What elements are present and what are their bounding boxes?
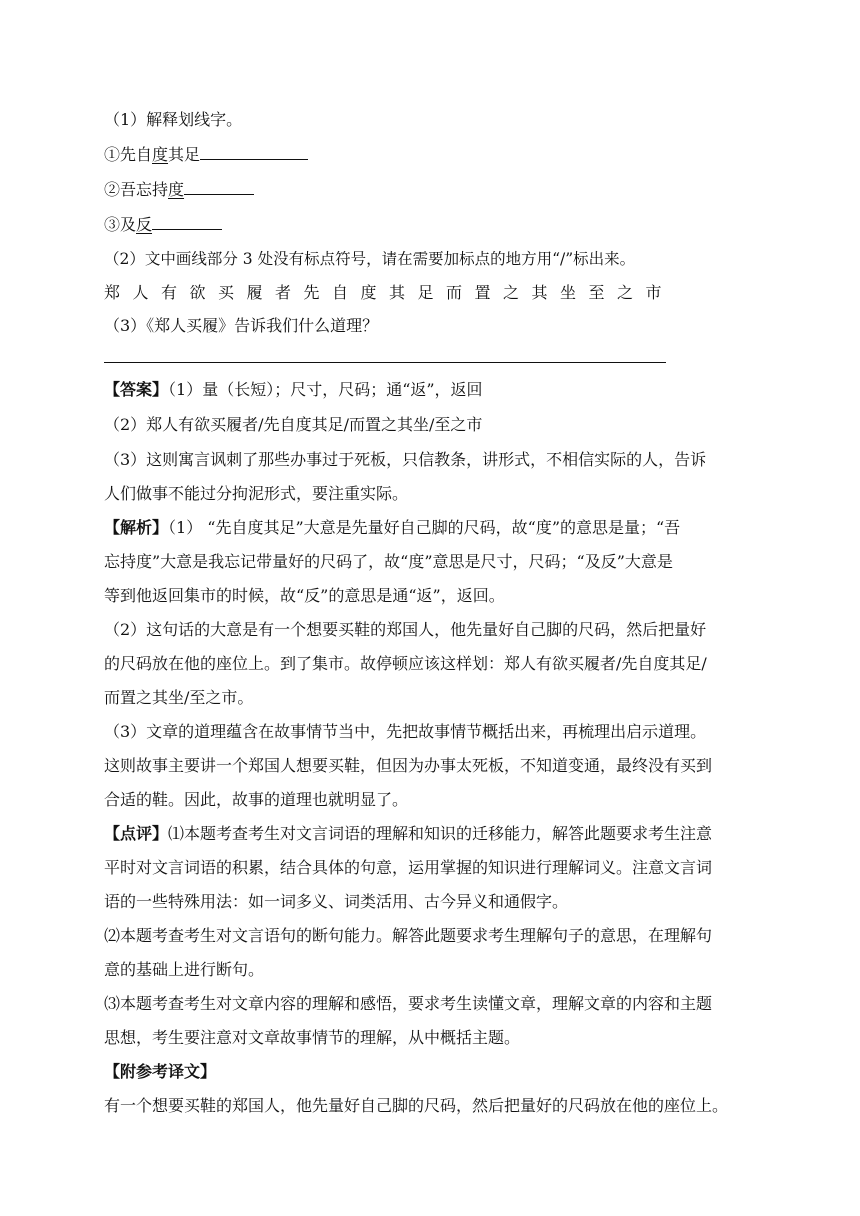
underlined-word: 度	[168, 180, 185, 199]
comment-c1-line2: 平时对文言词语的积累，结合具体的句意，运用掌握的知识进行理解词义。注意文言词	[104, 858, 713, 877]
answer-a2: （2）郑人有欲买履者/先自度其足/而置之其坐/至之市	[104, 415, 483, 434]
comment-c3-line2: 思想，考生要注意对文章故事情节的理解，从中概括主题。	[104, 1028, 521, 1047]
question-3-title: （3）《郑人买履》告诉我们什么道理？	[104, 316, 379, 335]
question-1-item-1: ①先自度其足	[104, 145, 308, 165]
comment-label: 【点评】	[104, 824, 169, 843]
comment-c1-line3: 语的一些特殊用法：如一词多义、词类活用、古今异义和通假字。	[104, 892, 569, 911]
analysis-p2-line1: （2）这句话的大意是有一个想要买鞋的郑国人，他先量好自己脚的尺码，然后把量好	[104, 620, 707, 639]
question-1-item-3: ③及反	[104, 215, 222, 235]
underlined-word: 反	[136, 215, 153, 234]
comment-c3-line1: ⑶本题考查考生对文章内容的理解和感悟，要求考生读懂文章，理解文章的内容和主题	[104, 994, 713, 1013]
analysis-p2-line3: 而置之其坐/至之市。	[104, 688, 254, 707]
underlined-word: 度	[152, 145, 169, 164]
translation-label: 【附参考译文】	[104, 1062, 217, 1081]
answer-blank[interactable]	[184, 180, 254, 195]
comment-c1-line1: 【点评】⑴本题考查考生对文言词语的理解和知识的迁移能力，解答此题要求考生注意	[104, 824, 713, 843]
comment-c2-line2: 意的基础上进行断句。	[104, 960, 265, 979]
comment-c2-line1: ⑵本题考查考生对文言语句的断句能力。解答此题要求考生理解句子的意思，在理解句	[104, 926, 713, 945]
analysis-p3-line2: 这则故事主要讲一个郑国人想要买鞋，但因为办事太死板，不知道变通，最终没有买到	[104, 756, 713, 775]
answer-line[interactable]	[104, 362, 666, 363]
question-1-title: （1）解释划线字。	[104, 110, 243, 129]
answer-a1: 【答案】（1）量（长短）；尺寸，尺码；通“返”，返回	[104, 380, 483, 399]
answer-blank[interactable]	[152, 215, 222, 230]
analysis-p2-line2: 的尺码放在他的座位上。到了集市。故停顿应该这样划：郑人有欲买履者/先自度其足/	[104, 654, 707, 673]
question-2-sentence: 郑人有欲买履者先自度其足而置之其坐至之市	[104, 283, 675, 302]
question-1-item-2: ②吾忘持度	[104, 180, 254, 200]
translation-line1: 有一个想要买鞋的郑国人，他先量好自己脚的尺码，然后把量好的尺码放在他的座位上。	[104, 1096, 729, 1115]
answer-label: 【答案】	[104, 380, 169, 399]
analysis-label: 【解析】	[104, 518, 169, 537]
analysis-p3-line3: 合适的鞋。因此，故事的道理也就明显了。	[104, 790, 409, 809]
answer-blank[interactable]	[200, 145, 308, 160]
analysis-p1-line3: 等到他返回集市的时候，故“反”的意思是通“返”，返回。	[104, 586, 505, 605]
analysis-p1-line1: 【解析】（1） “先自度其足”大意是先量好自己脚的尺码，故“度”的意思是量；“吾	[104, 518, 681, 537]
question-2-title: （2）文中画线部分 3 处没有标点符号，请在需要加标点的地方用“/”标出来。	[104, 250, 636, 268]
analysis-p3-line1: （3）文章的道理蕴含在故事情节当中，先把故事情节概括出来，再梳理出启示道理。	[104, 722, 707, 741]
answer-a3-line2: 人们做事不能过分拘泥形式，要注重实际。	[104, 484, 409, 503]
answer-a3-line1: （3）这则寓言讽刺了那些办事过于死板，只信教条，讲形式，不相信实际的人，告诉	[104, 450, 707, 469]
analysis-p1-line2: 忘持度”大意是我忘记带量好的尺码了，故“度”意思是尺寸，尺码；“及反”大意是	[104, 552, 673, 571]
